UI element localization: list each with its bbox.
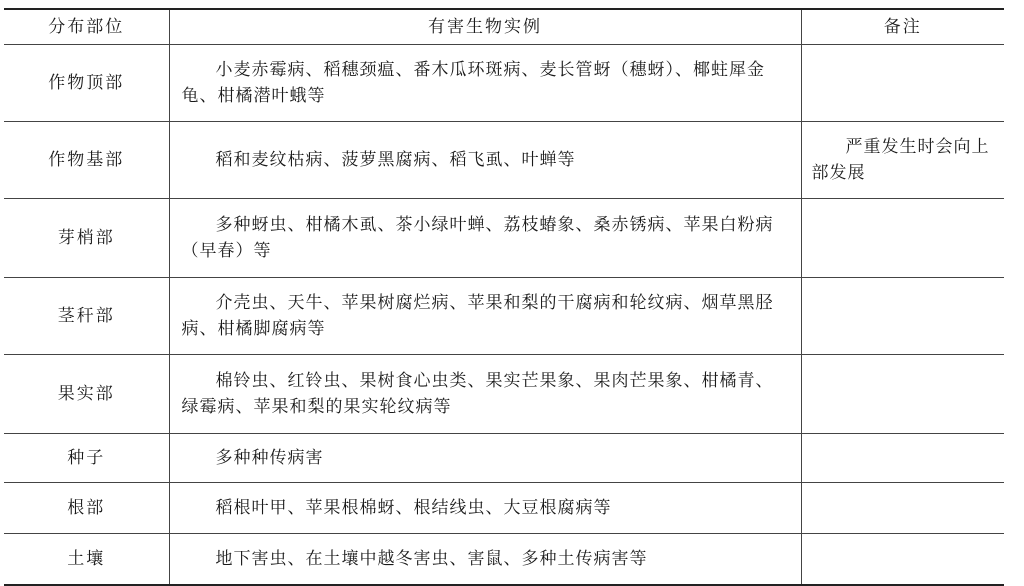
table-row xyxy=(4,355,1004,434)
header-location: 分布部位 xyxy=(4,9,169,45)
header-row xyxy=(4,9,1004,45)
note-cell xyxy=(801,434,1004,483)
note-cell xyxy=(801,534,1004,586)
examples-cell: 小麦赤霉病、稻穗颈瘟、番木瓜环斑病、麦长管蚜（穗蚜）、椰蛀犀金龟、柑橘潜叶蛾等 xyxy=(169,45,801,122)
table-row xyxy=(4,122,1004,199)
location-cell: 作物顶部 xyxy=(4,45,169,122)
table-row xyxy=(4,434,1004,483)
examples-cell: 多种蚜虫、柑橘木虱、茶小绿叶蝉、荔枝蝽象、桑赤锈病、苹果白粉病（早春）等 xyxy=(169,199,801,278)
examples-cell: 稻和麦纹枯病、菠萝黑腐病、稻飞虱、叶蝉等 xyxy=(169,122,801,199)
location-cell: 果实部 xyxy=(4,355,169,434)
examples-cell: 地下害虫、在土壤中越冬害虫、害鼠、多种土传病害等 xyxy=(169,534,801,586)
examples-cell: 棉铃虫、红铃虫、果树食心虫类、果实芒果象、果肉芒果象、柑橘青、绿霉病、苹果和梨的果实轮纹病等 xyxy=(169,355,801,434)
location-cell: 茎秆部 xyxy=(4,278,169,355)
location-cell: 土壤 xyxy=(4,534,169,586)
note-cell xyxy=(801,278,1004,355)
examples-cell: 稻根叶甲、苹果根棉蚜、根结线虫、大豆根腐病等 xyxy=(169,483,801,534)
pest-distribution-table xyxy=(4,8,1004,586)
table-body xyxy=(4,45,1004,586)
header-note: 备注 xyxy=(801,9,1004,45)
table-row xyxy=(4,278,1004,355)
location-cell: 作物基部 xyxy=(4,122,169,199)
note-cell xyxy=(801,45,1004,122)
note-cell xyxy=(801,199,1004,278)
examples-cell: 多种种传病害 xyxy=(169,434,801,483)
pest-distribution-table-wrapper xyxy=(4,8,1004,586)
note-cell: 严重发生时会向上部发展 xyxy=(801,122,1004,199)
location-cell: 根部 xyxy=(4,483,169,534)
location-cell: 种子 xyxy=(4,434,169,483)
location-cell: 芽梢部 xyxy=(4,199,169,278)
table-row xyxy=(4,483,1004,534)
header-examples: 有害生物实例 xyxy=(169,9,801,45)
note-cell xyxy=(801,355,1004,434)
table-row xyxy=(4,534,1004,586)
examples-cell: 介壳虫、天牛、苹果树腐烂病、苹果和梨的干腐病和轮纹病、烟草黑胫病、柑橘脚腐病等 xyxy=(169,278,801,355)
table-row xyxy=(4,45,1004,122)
table-header xyxy=(4,9,1004,45)
note-cell xyxy=(801,483,1004,534)
table-row xyxy=(4,199,1004,278)
